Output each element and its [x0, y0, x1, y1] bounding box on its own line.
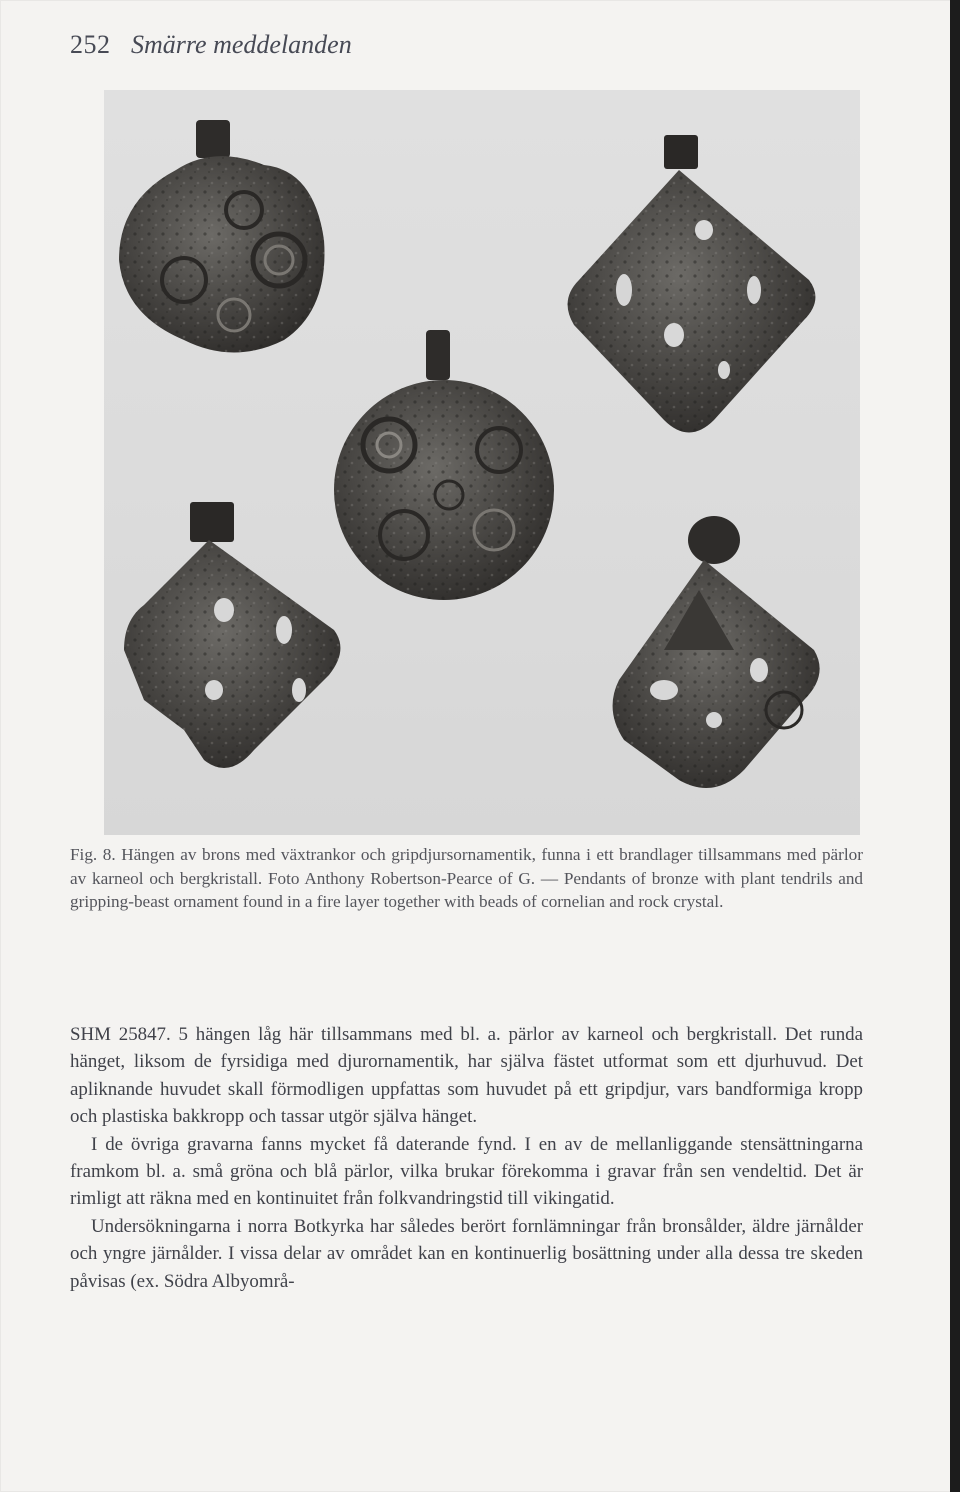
scan-edge [950, 0, 960, 1492]
pendant-square-top-right [568, 135, 816, 433]
pendant-round-top-left [119, 120, 325, 353]
pendant-round-center [334, 330, 554, 600]
paragraph: SHM 25847. 5 hängen låg här tillsammans med bl. a. pärlor av karneol och bergkristall. Det runda hänget, liksom de fyrsidiga med djurornamentik, har själva fästet utformat som ett djurhuvud. Det apliknande huvudet skall förmodligen uppfattas som huvudet på ett gripdjur, vars bandformiga kropp och plastiska bakkropp och tassar utgör själva hänget. [70, 1024, 863, 1128]
caption-english: — Pendants of bronze with plant tendrils and gripping-beast ornament found in a fire layer together with beads of cornelian and rock crystal. [70, 868, 864, 911]
figure-caption [70, 843, 863, 914]
section-title: Smärre meddelanden [131, 30, 352, 59]
caption-swedish: Fig. 8. Hängen av brons med växtrankor och gripdjursornamentik, funna i ett brandlager tillsammans med pärlor av karneol och bergkristall. Foto Anthony Robertson-Pearce of G. [70, 845, 863, 888]
pendant-square-bottom-left [124, 502, 340, 768]
figure-photograph [104, 90, 860, 835]
running-head [70, 30, 352, 60]
body-text [70, 1021, 863, 1295]
page-number: 252 [70, 30, 111, 59]
pendant-square-bottom-right [613, 516, 820, 788]
paragraph: I de övriga gravarna fanns mycket få daterande fynd. I en av de mellanliggande stensättningarna framkom bl. a. små gröna och blå pärlor, vilka brukar förekomma i gravar från sen vendeltid. Det är rimligt att räkna med en kontinuitet från folkvandringstid till vikingatid. [70, 1133, 863, 1210]
paragraph: Undersökningarna i norra Botkyrka har således berört fornlämningar från bronsålder, äldre järnålder och yngre järnålder. I vissa delar av området kan en kontinuerlig bosättning under alla dessa tre skeden påvisas (ex. Södra Albyområ- [70, 1215, 863, 1292]
